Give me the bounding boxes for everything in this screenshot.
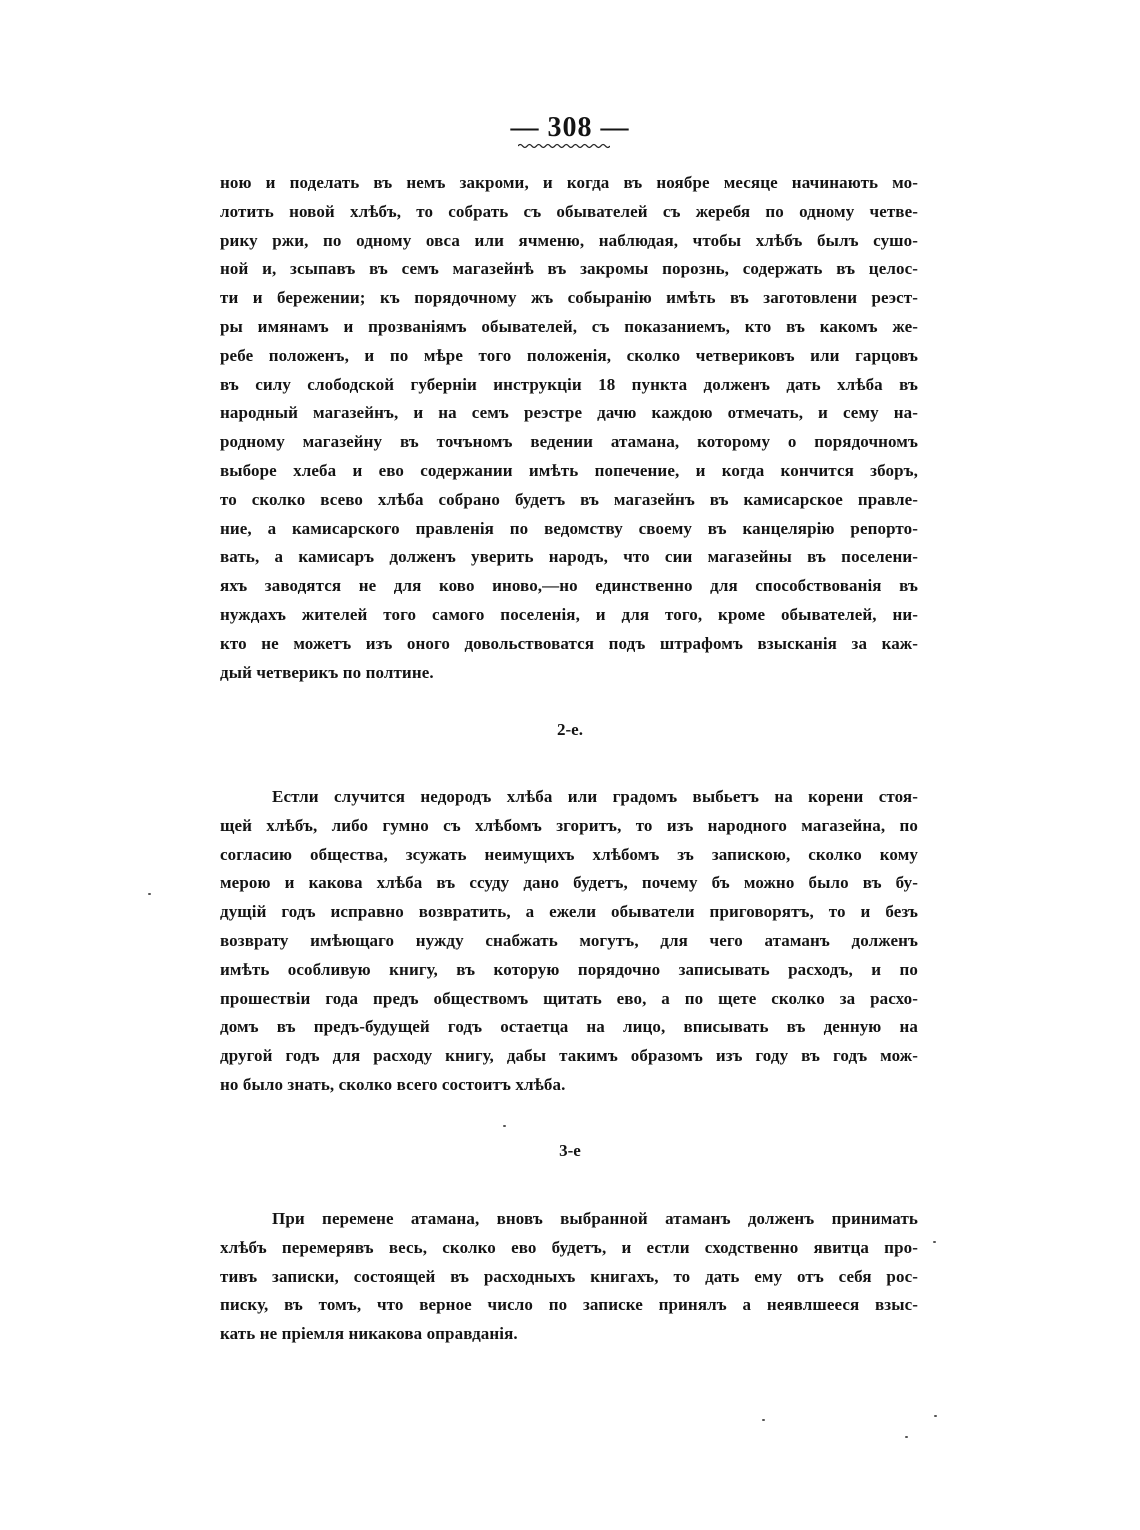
text-line: ние, а камисарского правленія по ведомству своему въ канцелярію репорто- (220, 518, 918, 538)
text-line: народный магазейнъ, и на семъ реэстре дачю каждою отмечать, и сему на- (220, 403, 918, 423)
paragraph-2 (220, 783, 918, 1100)
page-number: — 308 — (510, 112, 630, 143)
text-line: домъ въ предъ-будущей годъ остаетца на лицо, вписывать въ денную на (220, 1017, 918, 1037)
text-line: кто не можетъ изъ оного довольствоватся подъ штрафомъ взысканія за каж- (220, 633, 918, 653)
text-line: яхъ заводятся не для ково иново,—но единственно для способствованія въ (220, 576, 918, 596)
text-line: прошествіи года предъ обществомъ щитать ево, а по щете сколко за расхо- (220, 988, 918, 1008)
scan-speck (762, 1419, 765, 1421)
text-line: ры имянамъ и прозваніямъ обывателей, съ показаниемъ, кто въ какомъ же- (220, 316, 918, 336)
text-line: тивъ записки, состоящей въ расходныхъ книгахъ, то дать ему отъ себя рос- (220, 1266, 918, 1286)
text-line: родному магазейну въ точъномъ ведении атамана, которому о порядочномъ (220, 432, 918, 452)
text-line: мерою и какова хлѣба въ ссуду дано будетъ, почему бъ можно было въ бу- (220, 873, 918, 893)
text-line: щей хлѣбъ, либо гумно съ хлѣбомъ згоритъ, то изъ народного магазейна, по (220, 815, 918, 835)
text-line: ти и бережении; къ порядочному жъ собыранію имѣть въ заготовлени реэст- (220, 288, 918, 308)
scan-speck (905, 1436, 908, 1438)
paragraph-1 (220, 169, 918, 687)
paragraph-3 (220, 1205, 918, 1349)
text-line: ной и, зсыпавъ въ семъ магазейнѣ въ закромы порознь, содержать въ целос- (220, 259, 918, 279)
text-line: нуждахъ жителей того самого поселенія, и для того, кроме обывателей, ни- (220, 604, 918, 624)
text-line: При перемене атамана, вновъ выбранной атаманъ долженъ принимать (272, 1209, 918, 1228)
scan-speck (148, 893, 151, 895)
text-line: то сколко всево хлѣба собрано будетъ въ магазейнъ въ камисарское правле- (220, 489, 918, 509)
text-line: другой годъ для расходу книгу, дабы такимъ образомъ изъ году въ годъ мож- (220, 1046, 918, 1066)
text-line: Естли случится недородъ хлѣба или градомъ выбьетъ на корени стоя- (272, 787, 918, 806)
text-line: согласию общества, зсужать неимущихъ хлѣбомъ зъ запискою, сколко кому (220, 844, 918, 864)
text-line: хлѣбъ перемерявъ весь, сколко ево будетъ, и естли сходственно явитца про- (220, 1237, 918, 1257)
text-line: дущій годъ исправно возвратить, а ежели обыватели приговорятъ, то и безъ (220, 902, 918, 922)
text-line: ною и поделать въ немъ закроми, и когда въ ноябре месяце начинають мо- (220, 173, 918, 192)
scan-speck (933, 1241, 936, 1243)
text-line: ребе положенъ, и по мѣре того положенія, сколко четвериковъ или гарцовъ (220, 345, 918, 365)
text-line: но было знать, сколко всего состоитъ хлѣба. (220, 1074, 566, 1094)
text-line: рику ржи, по одному овса или ячменю, наблюдая, чтобы хлѣбъ былъ сушо- (220, 230, 918, 250)
scan-speck (934, 1415, 937, 1417)
text-line: въ силу слободской губерніи инструкціи 18 пункта долженъ дать хлѣба въ (220, 374, 918, 394)
text-line: лотить новой хлѣбъ, то собрать съ обывателей съ жеребя по одному четве- (220, 201, 918, 221)
wavy-underline-ornament (518, 142, 610, 150)
text-line: писку, въ томъ, что верное число по записке принялъ а неявлшееся взыс- (220, 1295, 918, 1315)
scan-speck (503, 1125, 506, 1127)
section-heading-3: 3-е (559, 1141, 581, 1160)
text-line: выборе хлеба и ево содержании имѣть попечение, и когда кончится зборъ, (220, 460, 918, 480)
section-heading-2: 2-е. (557, 720, 583, 739)
text-line: кать не пріемля никакова оправданія. (220, 1324, 518, 1344)
text-line: вать, а камисаръ долженъ уверить народъ, что сии магазейны въ поселени- (220, 547, 918, 567)
text-line: имѣть особливую книгу, въ которую порядочно записывать расходъ, и по (220, 959, 918, 979)
text-line: дый четверикъ по полтине. (220, 662, 434, 682)
text-line: возврату имѣющаго нужду снабжать могутъ, для чего атаманъ долженъ (220, 930, 918, 950)
